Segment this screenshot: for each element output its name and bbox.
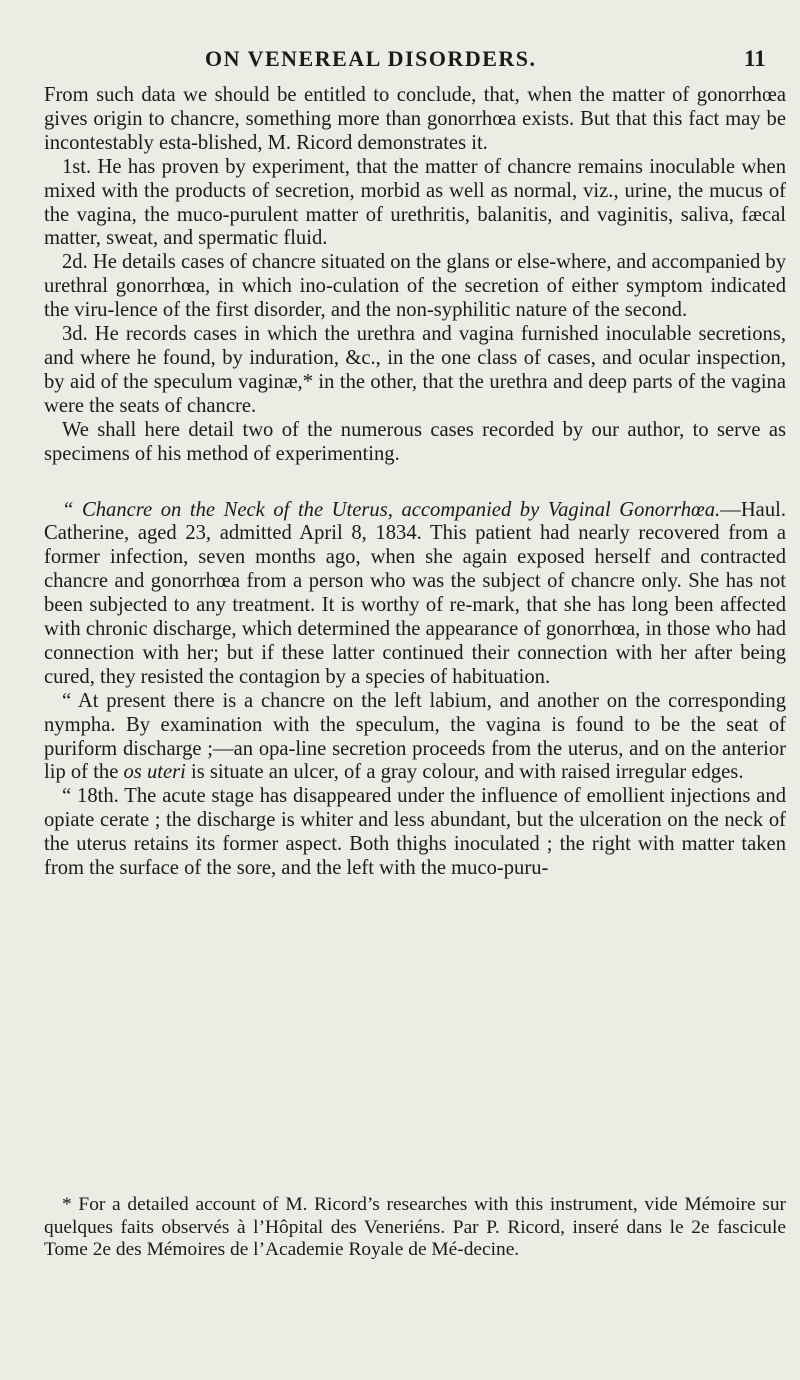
paragraph: 1st. He has proven by experiment, that the matter of chancre remains inoculable when mixed with the products of secretion, morbid as well as normal, viz., urine, the mucus of the vagina, the muco-purulent matter of urethritis, balanitis, and vaginitis, saliva, fæcal matter, sweat, and spermatic fluid. bbox=[44, 155, 786, 250]
paragraph: 2d. He details cases of chancre situated on the glans or else-where, and accompanied by urethral gonorrhœa, in which ino-culation of the secretion of either symptom indicated the viru-lence of the first disorder, and the non-syphilitic nature of the second. bbox=[44, 251, 786, 322]
case-text: “ At present there is a chancre on the left labium, and another on the corresponding nympha. By examination with the speculum, the vagina is found to be the seat of puriform discharge ;—an opa-line secretion proceeds from the uterus, and on the anterior lip of the bbox=[44, 689, 786, 784]
case-italic-term: os uteri bbox=[123, 761, 186, 784]
body-text bbox=[44, 84, 786, 881]
page-number: 11 bbox=[744, 46, 766, 71]
case-text: is situate an ulcer, of a gray colour, and with raised irregular edges. bbox=[185, 761, 744, 784]
case-text: —Haul. Catherine, aged 23, admitted April 8, 1834. This patient had nearly recovered from a former infection, seven months ago, when she again exposed herself and contracted chancre and gonorrhœa from a person who was the subject of chancre only. She has not been subjected to any treatment. It is worthy of re-mark, that she has long been affected with chronic discharge, which determined the appearance of gonorrhœa, in those who had connection with her; but if these latter continued their connection with her after being cured, they resisted the contagion by a species of habituation. bbox=[44, 498, 786, 688]
footnote-text: * For a detailed account of M. Ricord’s researches with this instrument, vide Mémoire sur quelques faits observés à l’Hôpital des Veneriéns. Par P. Ricord, inseré dans le 2e fascicule Tome 2e des Mémoires de l’Academie Royale de Mé-decine. bbox=[44, 1194, 786, 1261]
running-head bbox=[0, 46, 800, 76]
paragraph: We shall here detail two of the numerous cases recorded by our author, to serve as specimens of his method of experimenting. bbox=[44, 418, 786, 465]
case-paragraph bbox=[44, 499, 786, 690]
paragraph: From such data we should be entitled to conclude, that, when the matter of gonorrhœa gives origin to chancre, something more than gonorrhœa exists. But that this fact may be incontestably esta-blished, M. Ricord demonstrates it. bbox=[44, 84, 786, 154]
case-heading: “ Chancre on the Neck of the Uterus, accompanied by Vaginal Gonorrhœa. bbox=[62, 498, 721, 521]
running-head-title: ON VENEREAL DISORDERS. bbox=[205, 46, 537, 71]
paragraph: 3d. He records cases in which the urethra and vagina furnished inoculable secretions, and where he found, by induration, &c., in the one class of cases, and ocular inspection, by aid of the speculum vaginæ,* in the other, that the urethra and deep parts of the vagina were the seats of chancre. bbox=[44, 323, 786, 417]
footnote bbox=[44, 1194, 786, 1262]
case-paragraph: “ 18th. The acute stage has disappeared under the influence of emollient injections and opiate cerate ; the discharge is whiter and less abundant, but the ulceration on the neck of the uterus retains its former aspect. Both thighs inoculated ; the right with matter taken from the surface of the sore, and the left with the muco-puru- bbox=[44, 785, 786, 880]
case-paragraph bbox=[44, 690, 786, 786]
